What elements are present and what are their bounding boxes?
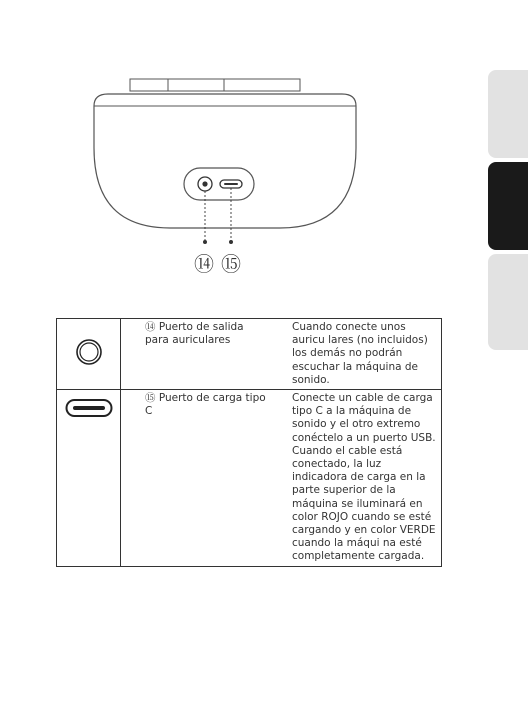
- device-body: [94, 94, 356, 228]
- language-tab-1: [488, 70, 528, 158]
- table-row: [57, 390, 442, 567]
- port-description: Conecte un cable de carga tipo C a la máquina de sonido y el otro extremo conéctelo a un puerto USB. Cuando el cable está conectado, la luz indicadora de carga en la parte superior de la máquina se iluminará en color ROJO cuando se esté cargando y en color VERDE cuando la máqui na esté completamente cargada.: [274, 390, 442, 567]
- port-housing: [184, 168, 254, 200]
- icon-cell: [57, 319, 121, 390]
- callout-15: ⑮: [221, 252, 241, 276]
- port-description-table: [56, 318, 442, 567]
- language-tab-active: [488, 162, 528, 250]
- top-buttons-outline: [130, 79, 300, 91]
- device-back-illustration: [80, 78, 370, 288]
- headphone-jack-icon: [74, 337, 104, 367]
- port-description: Cuando conecte unos auricu lares (no incluidos) los demás no podrán escuchar la máquina de sonido.: [274, 319, 442, 390]
- usb-c-port-icon: [65, 398, 113, 418]
- callout-14: ⑭: [194, 252, 214, 276]
- port-name: ⑭ Puerto de salida para auriculares: [121, 319, 275, 390]
- language-tab-3: [488, 254, 528, 350]
- icon-cell: [57, 390, 121, 567]
- table-row: [57, 319, 442, 390]
- port-name: ⑮ Puerto de carga tipo C: [121, 390, 275, 567]
